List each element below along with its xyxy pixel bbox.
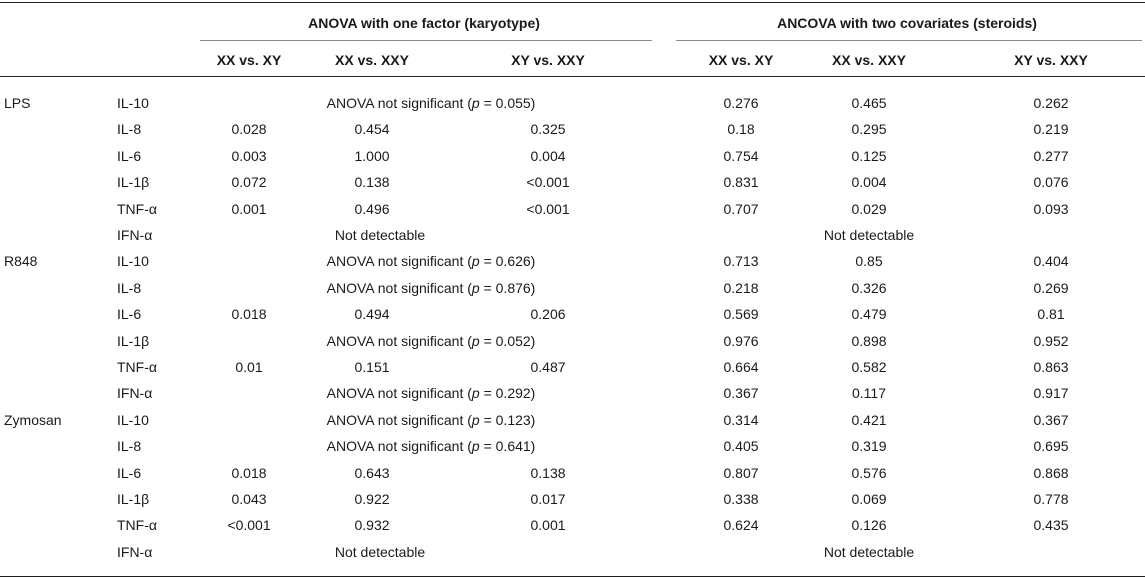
ancova-p-value: 0.029	[851, 201, 887, 217]
note-p-symbol: p	[471, 438, 480, 454]
ancova-p-value: 0.707	[723, 201, 759, 217]
anova-p-value: 0.494	[354, 306, 390, 322]
ancova-p-value: 0.868	[1033, 465, 1069, 481]
cytokine-label: IFN-α	[117, 227, 153, 243]
anova-p-value: 0.018	[231, 306, 267, 322]
note-p-value: = 0.055)	[479, 95, 536, 111]
anova-p-value: 0.001	[231, 201, 267, 217]
note-p-symbol: p	[471, 253, 480, 269]
ancova-p-value: 0.81	[1037, 306, 1065, 322]
note-p-value: = 0.876)	[479, 280, 536, 296]
note-p-symbol: p	[471, 333, 480, 349]
ancova-p-value: 0.664	[723, 359, 759, 375]
col-header-ancova-xx-xy: XX vs. XY	[708, 52, 774, 68]
ancova-p-value: 0.576	[851, 465, 887, 481]
cytokine-label: IL-8	[117, 121, 142, 137]
anova-p-value: 1.000	[354, 148, 390, 164]
ancova-p-value: 0.465	[851, 95, 887, 111]
cytokine-label: TNF-α	[117, 359, 157, 375]
anova-p-value: 0.454	[354, 121, 390, 137]
col-header-ancova-xy-xxy: XY vs. XXY	[1014, 52, 1088, 68]
cytokine-label: IL-10	[117, 412, 149, 428]
ancova-p-value: 0.713	[723, 253, 759, 269]
anova-p-value: 0.496	[354, 201, 390, 217]
note-text: ANOVA not significant (	[326, 333, 472, 349]
ancova-p-value: 0.582	[851, 359, 887, 375]
anova-not-significant-note	[327, 94, 536, 112]
cytokine-label: IL-8	[117, 280, 142, 296]
ancova-not-detectable: Not detectable	[823, 544, 915, 560]
cytokine-label: IL-1β	[117, 333, 150, 349]
ancova-p-value: 0.314	[723, 412, 759, 428]
cytokine-label: IL-6	[117, 465, 142, 481]
cytokine-label: IFN-α	[117, 544, 153, 560]
note-text: ANOVA not significant (	[326, 280, 472, 296]
ancova-p-value: 0.262	[1033, 95, 1069, 111]
ancova-p-value: 0.18	[727, 121, 755, 137]
note-text: ANOVA not significant (	[326, 95, 472, 111]
anova-p-value: 0.043	[231, 491, 267, 507]
note-text: ANOVA not significant (	[326, 253, 472, 269]
anova-p-value: <0.001	[526, 174, 570, 190]
ancova-p-value: 0.863	[1033, 359, 1069, 375]
ancova-p-value: 0.093	[1033, 201, 1069, 217]
ancova-p-value: 0.277	[1033, 148, 1069, 164]
anova-group-header: ANOVA with one factor (karyotype)	[308, 15, 540, 31]
ancova-p-value: 0.898	[851, 333, 887, 349]
ancova-p-value: 0.126	[851, 517, 887, 533]
cytokine-label: IL-6	[117, 148, 142, 164]
ancova-p-value: 0.807	[723, 465, 759, 481]
ancova-p-value: 0.695	[1033, 438, 1069, 454]
cytokine-label: IL-6	[117, 306, 142, 322]
ancova-p-value: 0.85	[855, 253, 883, 269]
anova-p-value: <0.001	[227, 517, 271, 533]
anova-not-significant-note	[327, 279, 536, 297]
note-p-value: = 0.052)	[479, 333, 536, 349]
anova-p-value: 0.003	[231, 148, 267, 164]
cytokine-label: IL-1β	[117, 174, 150, 190]
col-header-anova-xx-xxy: XX vs. XXY	[335, 52, 409, 68]
anova-p-value: 0.017	[530, 491, 566, 507]
note-text: ANOVA not significant (	[326, 385, 472, 401]
anova-not-significant-note	[327, 384, 536, 402]
anova-p-value: 0.151	[354, 359, 390, 375]
ancova-p-value: 0.624	[723, 517, 759, 533]
ancova-p-value: 0.421	[851, 412, 887, 428]
anova-not-significant-note	[327, 411, 536, 429]
anova-p-value: 0.932	[354, 517, 390, 533]
anova-p-value: 0.325	[530, 121, 566, 137]
ancova-p-value: 0.076	[1033, 174, 1069, 190]
anova-p-value: 0.922	[354, 491, 390, 507]
note-p-value: = 0.641)	[479, 438, 536, 454]
note-p-symbol: p	[471, 280, 480, 296]
note-p-value: = 0.292)	[479, 385, 536, 401]
cytokine-label: IL-10	[117, 253, 149, 269]
ancova-p-value: 0.976	[723, 333, 759, 349]
ancova-p-value: 0.276	[723, 95, 759, 111]
ancova-p-value: 0.367	[723, 385, 759, 401]
anova-not-detectable: Not detectable	[334, 227, 426, 243]
ancova-p-value: 0.219	[1033, 121, 1069, 137]
anova-p-value: 0.028	[231, 121, 267, 137]
anova-p-value: 0.138	[354, 174, 390, 190]
ancova-p-value: 0.367	[1033, 412, 1069, 428]
ancova-p-value: 0.069	[851, 491, 887, 507]
cytokine-label: IL-10	[117, 95, 149, 111]
anova-not-significant-note	[327, 252, 536, 270]
col-header-anova-xy-xxy: XY vs. XXY	[511, 52, 585, 68]
anova-p-value: 0.643	[354, 465, 390, 481]
note-p-value: = 0.626)	[479, 253, 536, 269]
ancova-p-value: 0.218	[723, 280, 759, 296]
ancova-p-value: 0.338	[723, 491, 759, 507]
col-header-anova-xx-xy: XX vs. XY	[216, 52, 282, 68]
ancova-p-value: 0.117	[852, 385, 886, 401]
ancova-p-value: 0.754	[723, 148, 759, 164]
ancova-p-value: 0.295	[851, 121, 887, 137]
ancova-group-header: ANCOVA with two covariates (steroids)	[777, 15, 1037, 31]
col-header-ancova-xx-xxy: XX vs. XXY	[832, 52, 906, 68]
ancova-p-value: 0.952	[1033, 333, 1069, 349]
ancova-p-value: 0.326	[851, 280, 887, 296]
cytokine-label: IL-1β	[117, 491, 150, 507]
ancova-p-value: 0.831	[723, 174, 759, 190]
cytokine-label: TNF-α	[117, 201, 157, 217]
anova-not-significant-note	[327, 332, 536, 350]
anova-not-significant-note	[327, 437, 536, 455]
anova-p-value: 0.001	[530, 517, 566, 533]
note-p-symbol: p	[471, 412, 480, 428]
stimulus-label: R848	[4, 253, 38, 269]
note-p-value: = 0.123)	[479, 412, 536, 428]
anova-p-value: 0.018	[231, 465, 267, 481]
ancova-p-value: 0.269	[1033, 280, 1069, 296]
anova-p-value: 0.206	[530, 306, 566, 322]
ancova-p-value: 0.479	[851, 306, 887, 322]
ancova-p-value: 0.319	[851, 438, 887, 454]
ancova-not-detectable: Not detectable	[823, 227, 915, 243]
ancova-p-value: 0.435	[1033, 517, 1069, 533]
ancova-p-value: 0.004	[851, 174, 887, 190]
anova-p-value: 0.487	[530, 359, 566, 375]
anova-p-value: 0.01	[235, 359, 263, 375]
ancova-p-value: 0.778	[1033, 491, 1069, 507]
anova-not-detectable: Not detectable	[334, 544, 426, 560]
cytokine-label: IFN-α	[117, 385, 153, 401]
cytokine-label: TNF-α	[117, 517, 157, 533]
ancova-p-value: 0.917	[1033, 385, 1069, 401]
ancova-p-value: 0.404	[1033, 253, 1069, 269]
cytokine-label: IL-8	[117, 438, 142, 454]
ancova-p-value: 0.405	[723, 438, 759, 454]
note-p-symbol: p	[471, 95, 480, 111]
stimulus-label: Zymosan	[4, 412, 62, 428]
ancova-p-value: 0.125	[851, 148, 887, 164]
ancova-p-value: 0.569	[723, 306, 759, 322]
note-text: ANOVA not significant (	[326, 412, 472, 428]
stimulus-label: LPS	[4, 95, 31, 111]
note-text: ANOVA not significant (	[326, 438, 472, 454]
anova-p-value: 0.138	[530, 465, 566, 481]
note-p-symbol: p	[471, 385, 480, 401]
anova-p-value: 0.004	[530, 148, 566, 164]
anova-p-value: 0.072	[231, 174, 267, 190]
anova-p-value: <0.001	[526, 201, 570, 217]
